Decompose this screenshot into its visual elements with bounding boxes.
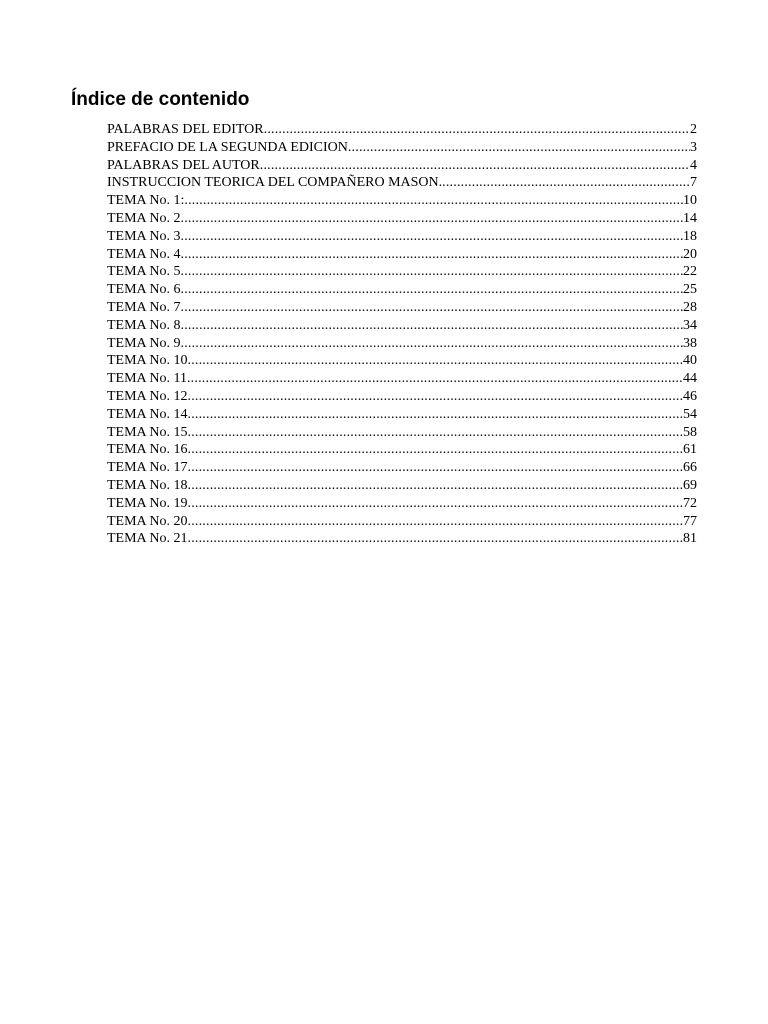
- toc-entry-label: TEMA No. 14: [107, 406, 188, 422]
- toc-entry[interactable]: [107, 406, 697, 424]
- toc-entry[interactable]: [107, 210, 697, 228]
- toc-entry-page-number: 58: [683, 424, 697, 440]
- toc-entry[interactable]: [107, 495, 697, 513]
- toc-entry-page-number: 3: [690, 139, 697, 155]
- toc-entry[interactable]: [107, 228, 697, 246]
- toc-entry[interactable]: [107, 174, 697, 192]
- toc-entry-page-number: 54: [683, 406, 697, 422]
- toc-entry-label: TEMA No. 7: [107, 299, 181, 315]
- toc-entry-label: TEMA No. 18: [107, 477, 188, 493]
- toc-dot-leader: [264, 121, 690, 139]
- toc-dot-leader: [188, 477, 684, 495]
- toc-entry-page-number: 61: [683, 442, 697, 458]
- toc-dot-leader: [181, 281, 684, 299]
- toc-entry-page-number: 10: [683, 193, 697, 209]
- toc-entry-page-number: 40: [683, 353, 697, 369]
- toc-dot-leader: [188, 424, 684, 442]
- toc-entry-label: TEMA No. 15: [107, 424, 188, 440]
- toc-entry-label: TEMA No. 4: [107, 246, 181, 262]
- toc-entry[interactable]: [107, 281, 697, 299]
- toc-entry-label: PALABRAS DEL EDITOR: [107, 122, 264, 137]
- toc-entry-page-number: 34: [683, 317, 697, 333]
- toc-entry[interactable]: [107, 335, 697, 353]
- toc-entry[interactable]: [107, 246, 697, 264]
- toc-entry[interactable]: [107, 530, 697, 548]
- toc-list: [107, 121, 697, 548]
- toc-entry[interactable]: [107, 299, 697, 317]
- toc-entry-label: TEMA No. 1:: [107, 193, 185, 209]
- toc-entry[interactable]: [107, 441, 697, 459]
- toc-entry-page-number: 4: [690, 157, 697, 173]
- toc-dot-leader: [348, 139, 690, 157]
- toc-entry[interactable]: [107, 388, 697, 406]
- toc-entry-label: TEMA No. 16: [107, 442, 188, 458]
- toc-title: Índice de contenido: [71, 89, 250, 110]
- toc-dot-leader: [188, 388, 684, 406]
- toc-entry[interactable]: [107, 157, 697, 175]
- toc-dot-leader: [188, 441, 684, 459]
- toc-dot-leader: [181, 299, 684, 317]
- toc-entry-label: TEMA No. 6: [107, 282, 181, 298]
- toc-entry-label: TEMA No. 8: [107, 317, 181, 333]
- toc-entry-page-number: 81: [683, 531, 697, 547]
- toc-entry-label: PREFACIO DE LA SEGUNDA EDICION: [107, 139, 348, 155]
- toc-dot-leader: [188, 352, 684, 370]
- toc-entry[interactable]: [107, 121, 697, 139]
- toc-entry[interactable]: [107, 352, 697, 370]
- toc-entry-page-number: 44: [683, 371, 697, 387]
- toc-entry-label: TEMA No. 12: [107, 388, 188, 404]
- toc-entry[interactable]: [107, 459, 697, 477]
- toc-entry[interactable]: [107, 263, 697, 281]
- toc-entry-page-number: 72: [683, 495, 697, 511]
- toc-entry-label: TEMA No. 17: [107, 460, 188, 476]
- toc-dot-leader: [181, 228, 684, 246]
- toc-entry-page-number: 66: [683, 460, 697, 476]
- toc-entry[interactable]: [107, 317, 697, 335]
- toc-entry-label: TEMA No. 5: [107, 264, 181, 280]
- toc-entry-label: PALABRAS DEL AUTOR: [107, 157, 260, 173]
- toc-entry-label: TEMA No. 20: [107, 513, 188, 529]
- toc-entry-page-number: 18: [683, 228, 697, 244]
- toc-entry-page-number: 2: [690, 122, 697, 137]
- toc-entry-label: TEMA No. 9: [107, 335, 181, 351]
- toc-entry[interactable]: [107, 513, 697, 531]
- toc-entry[interactable]: [107, 424, 697, 442]
- toc-entry-page-number: 20: [683, 246, 697, 262]
- toc-entry-label: TEMA No. 11: [107, 371, 187, 387]
- toc-dot-leader: [188, 530, 684, 548]
- toc-dot-leader: [184, 192, 683, 210]
- toc-entry[interactable]: [107, 139, 697, 157]
- toc-entry-label: TEMA No. 3: [107, 228, 181, 244]
- toc-entry-page-number: 28: [683, 299, 697, 315]
- toc-entry[interactable]: [107, 477, 697, 495]
- toc-dot-leader: [260, 157, 690, 175]
- toc-entry-label: TEMA No. 19: [107, 495, 188, 511]
- toc-dot-leader: [188, 513, 684, 531]
- toc-entry-label: TEMA No. 21: [107, 531, 188, 547]
- toc-dot-leader: [188, 495, 684, 513]
- toc-entry[interactable]: [107, 192, 697, 210]
- toc-entry-page-number: 14: [683, 210, 697, 226]
- toc-dot-leader: [181, 263, 684, 281]
- toc-dot-leader: [442, 174, 690, 192]
- toc-dot-leader: [181, 335, 684, 353]
- toc-entry-label: TEMA No. 2: [107, 210, 181, 226]
- toc-entry[interactable]: [107, 370, 697, 388]
- toc-entry-label: INSTRUCCION TEORICA DEL COMPAÑERO MASON.: [107, 175, 443, 191]
- toc-dot-leader: [188, 406, 684, 424]
- toc-entry-page-number: 25: [683, 282, 697, 298]
- toc-entry-page-number: 77: [683, 513, 697, 529]
- toc-dot-leader: [181, 317, 684, 335]
- toc-dot-leader: [188, 459, 684, 477]
- toc-entry-label: TEMA No. 10: [107, 353, 188, 369]
- toc-dot-leader: [187, 370, 683, 388]
- toc-entry-page-number: 38: [683, 335, 697, 351]
- toc-entry-page-number: 46: [683, 388, 697, 404]
- toc-entry-page-number: 7: [690, 175, 697, 191]
- toc-entry-page-number: 69: [683, 477, 697, 493]
- toc-entry-page-number: 22: [683, 264, 697, 280]
- toc-dot-leader: [181, 210, 684, 228]
- toc-dot-leader: [181, 246, 684, 264]
